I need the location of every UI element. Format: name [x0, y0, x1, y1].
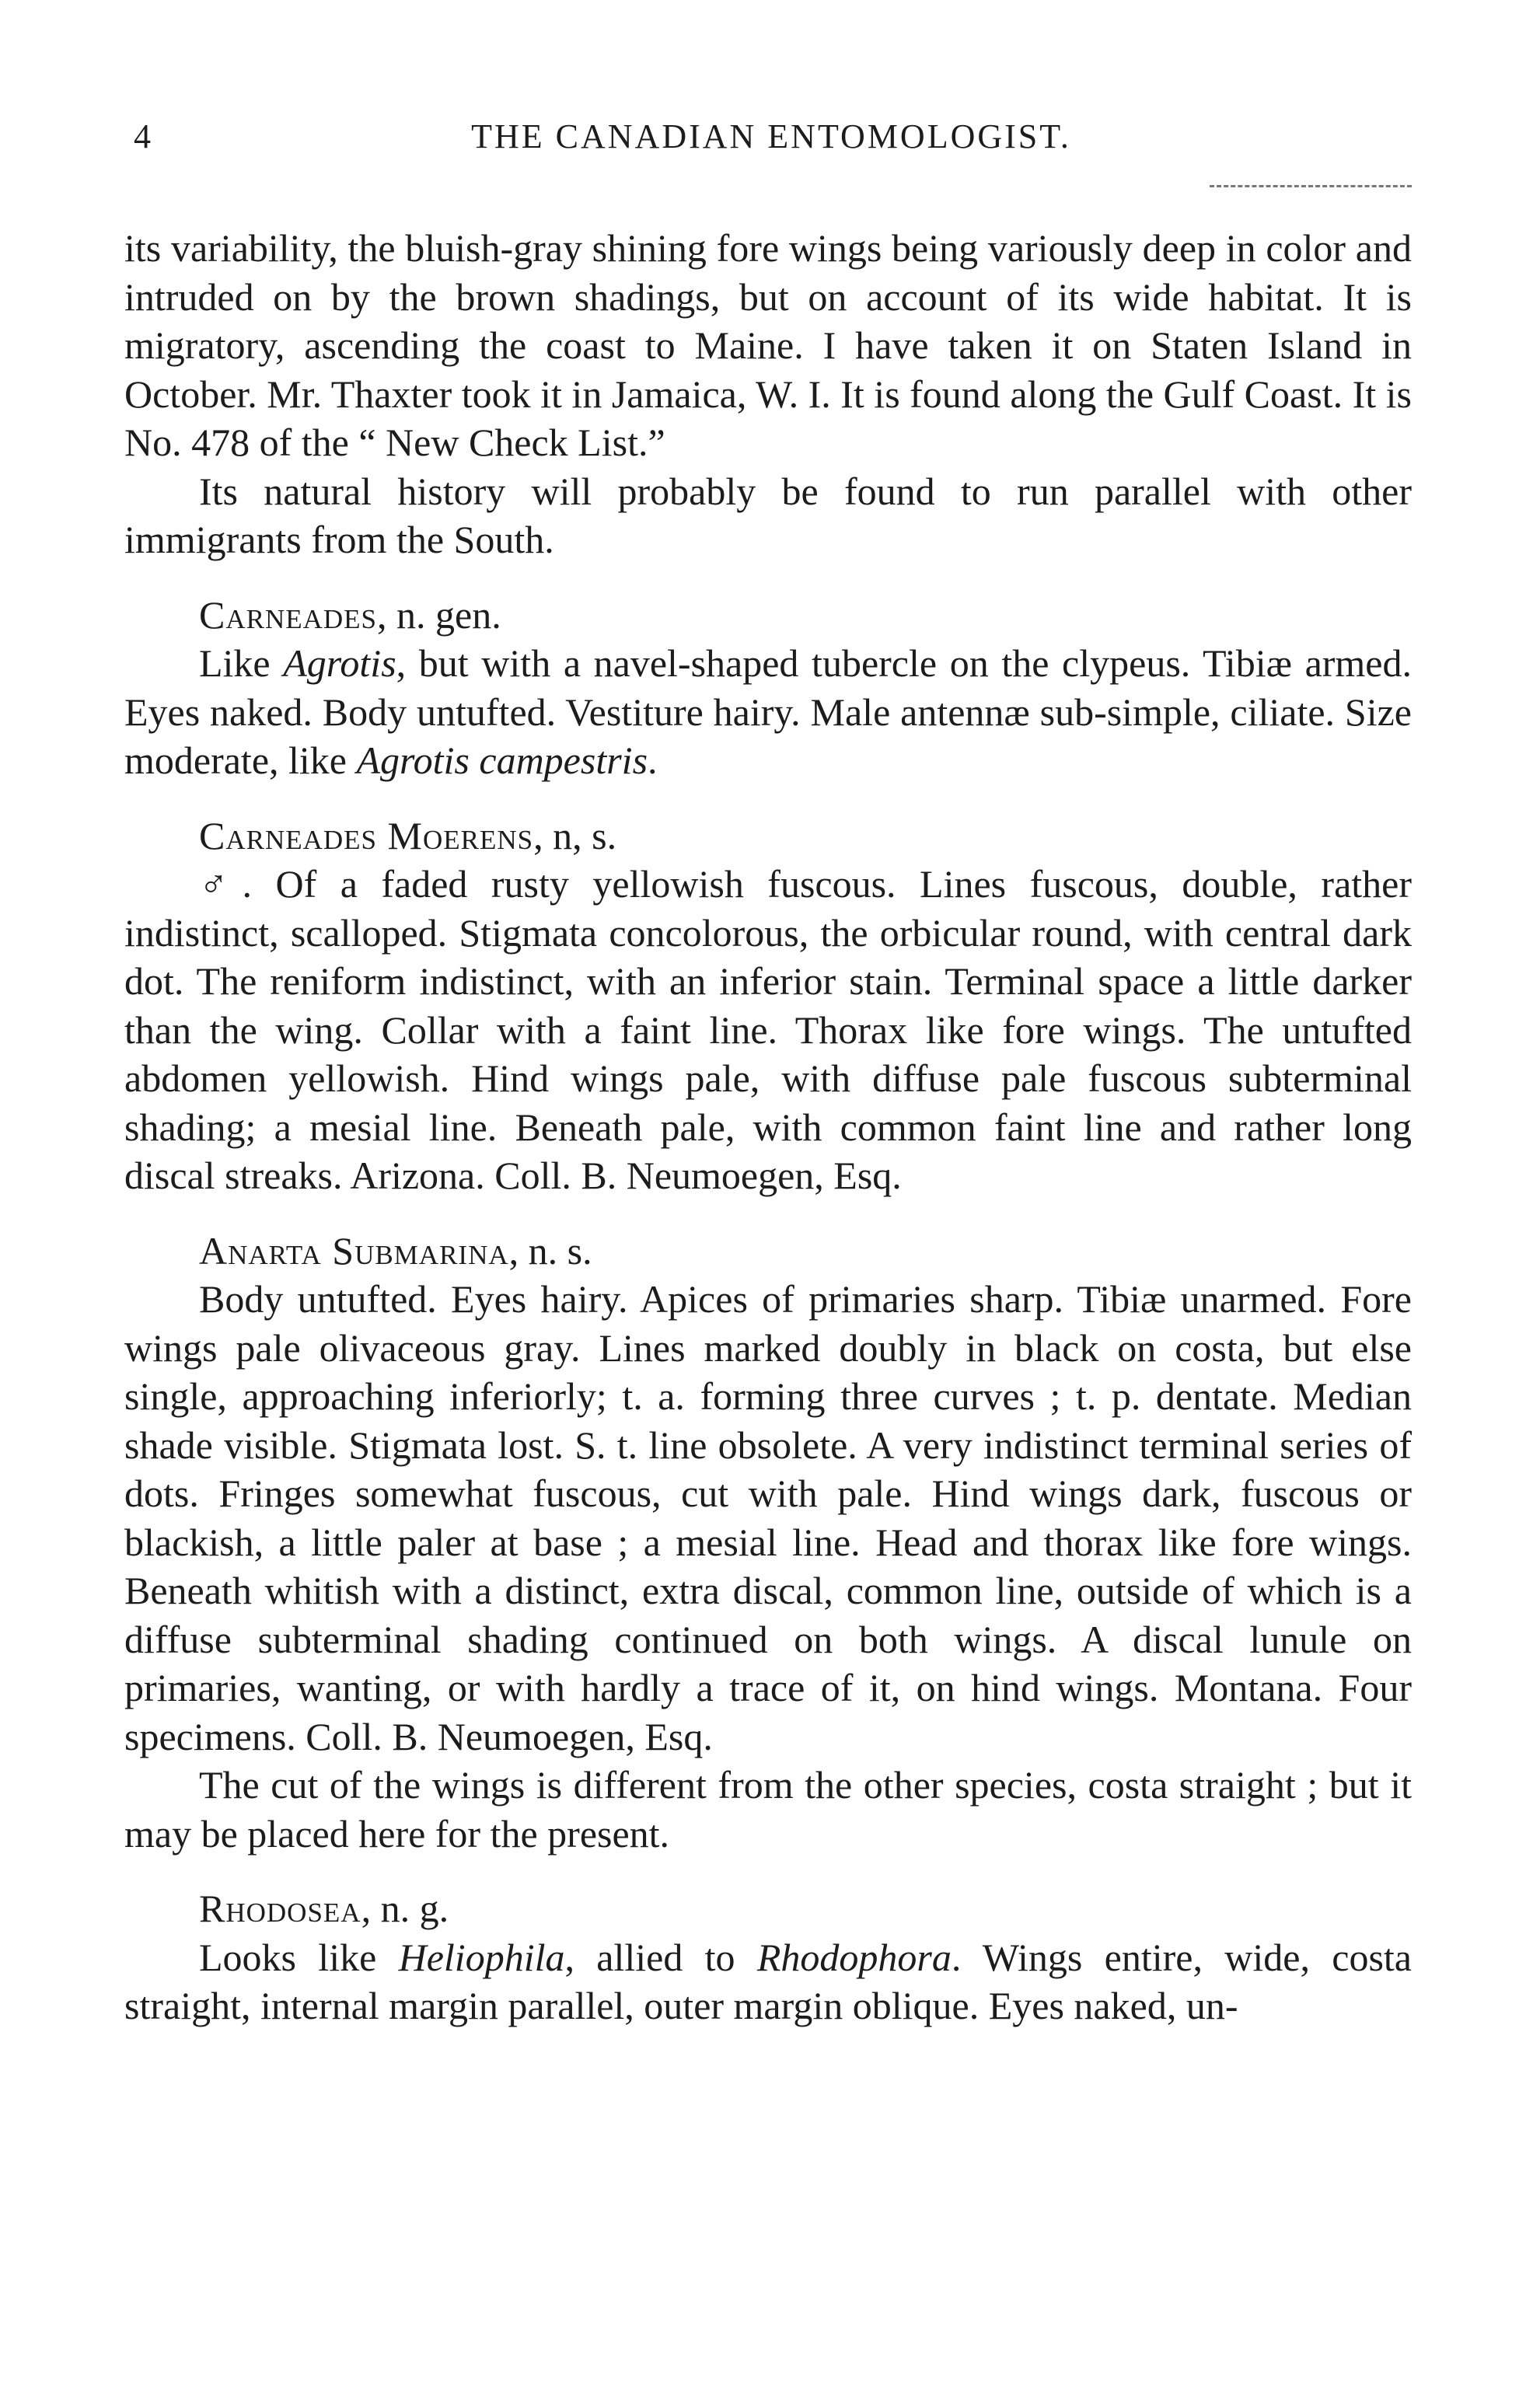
journal-title: THE CANADIAN ENTOMOLOGIST. [471, 117, 1071, 155]
text-run: . [648, 738, 658, 782]
text-run: Like [199, 641, 284, 685]
taxon-agrotis-campestris: Agrotis campestris [356, 738, 648, 782]
paragraph-natural-history: Its natural history will probably be found to run parallel with other immigrants from the South. [124, 469, 1412, 561]
text-run: . Wings entire, wide, costa straight, internal margin parallel, outer margin oblique. Eyes naked, un- [124, 1935, 1412, 2027]
text-run: Looks like [199, 1935, 399, 1979]
species-name: Anarta Submarina [199, 1228, 509, 1273]
species-designation: , n, s. [533, 813, 617, 857]
genus-heading-rhodosea [124, 1884, 1412, 1933]
description-carneades [124, 639, 1412, 785]
species-designation: , n. s. [508, 1228, 592, 1273]
genus-heading-carneades [124, 591, 1412, 640]
genus-name: Carneades [199, 592, 378, 637]
text-run: , allied to [564, 1935, 757, 1979]
taxon-rhodophora: Rhodophora [756, 1935, 952, 1979]
description-moerens: ♂. Of a faded rusty yellowish fuscous. Lines fuscous, double, rather indistinct, scalloped. Stigmata concolorous, the orbicular round, with central dark dot. The reniform indistinct, with an inferior stain. Terminal space a little darker than the wing. Collar with a faint line. Thorax like fore wings. The untufted abdomen yellowish. Hind wings pale, with diffuse pale fuscous subterminal shading; a mesial line. Beneath pale, with common faint line and rather long discal streaks. Arizona. Coll. B. Neumoegen, Esq. [124, 862, 1412, 1197]
species-heading-submarina [124, 1227, 1412, 1276]
description-rhodosea [124, 1933, 1412, 2030]
note-submarina: The cut of the wings is different from the other species, costa straight ; but it may be placed here for the present. [124, 1763, 1412, 1856]
species-heading-moerens [124, 812, 1412, 861]
description-submarina: Body untufted. Eyes hairy. Apices of primaries sharp. Tibiæ unarmed. Fore wings pale olivaceous gray. Lines marked doubly in black on costa, but else single, approaching inferiorly; t. a. forming three curves ; t. p. dentate. Median shade visible. Stigmata lost. S. t. line obsolete. A very indistinct terminal series of dots. Fringes somewhat fuscous, cut with pale. Hind wings dark, fuscous or blackish, a little paler at base ; a mesial line. Head and thorax like fore wings. Beneath whitish with a distinct, extra discal, common line, outside of which is a diffuse subterminal shading continued on both wings. A discal lunule on primaries, wanting, or with hardly a trace of it, on hind wings. Montana. Four specimens. Coll. B. Neumoegen, Esq. [124, 1277, 1412, 1758]
header-rule [1210, 185, 1412, 187]
genus-designation: , n. gen. [377, 592, 501, 637]
paragraph-variability: its variability, the bluish-gray shining fore wings being variously deep in color and intruded on by the brown shadings, but on account of its wide habitat. It is migratory, ascending the coast to Maine. I have taken it on Staten Island in October. Mr. Thaxter took it in Jamaica, W. I. It is found along the Gulf Coast. It is No. 478 of the “ New Check List.” [124, 226, 1412, 464]
species-name: Carneades Moerens [199, 813, 534, 857]
taxon-agrotis: Agrotis [283, 641, 396, 685]
taxon-heliophila: Heliophila [398, 1935, 565, 1979]
body-text [124, 224, 1412, 2030]
genus-designation: , n. g. [361, 1887, 449, 1930]
text-run: , but with a navel-shaped tubercle on the clypeus. Tibiæ armed. Eyes naked. Body untufted. Vestiture hairy. Male antennæ sub-simple, ciliate. Size moderate, like [124, 641, 1412, 782]
page-number: 4 [134, 117, 151, 155]
genus-name: Rhodosea [199, 1887, 361, 1930]
